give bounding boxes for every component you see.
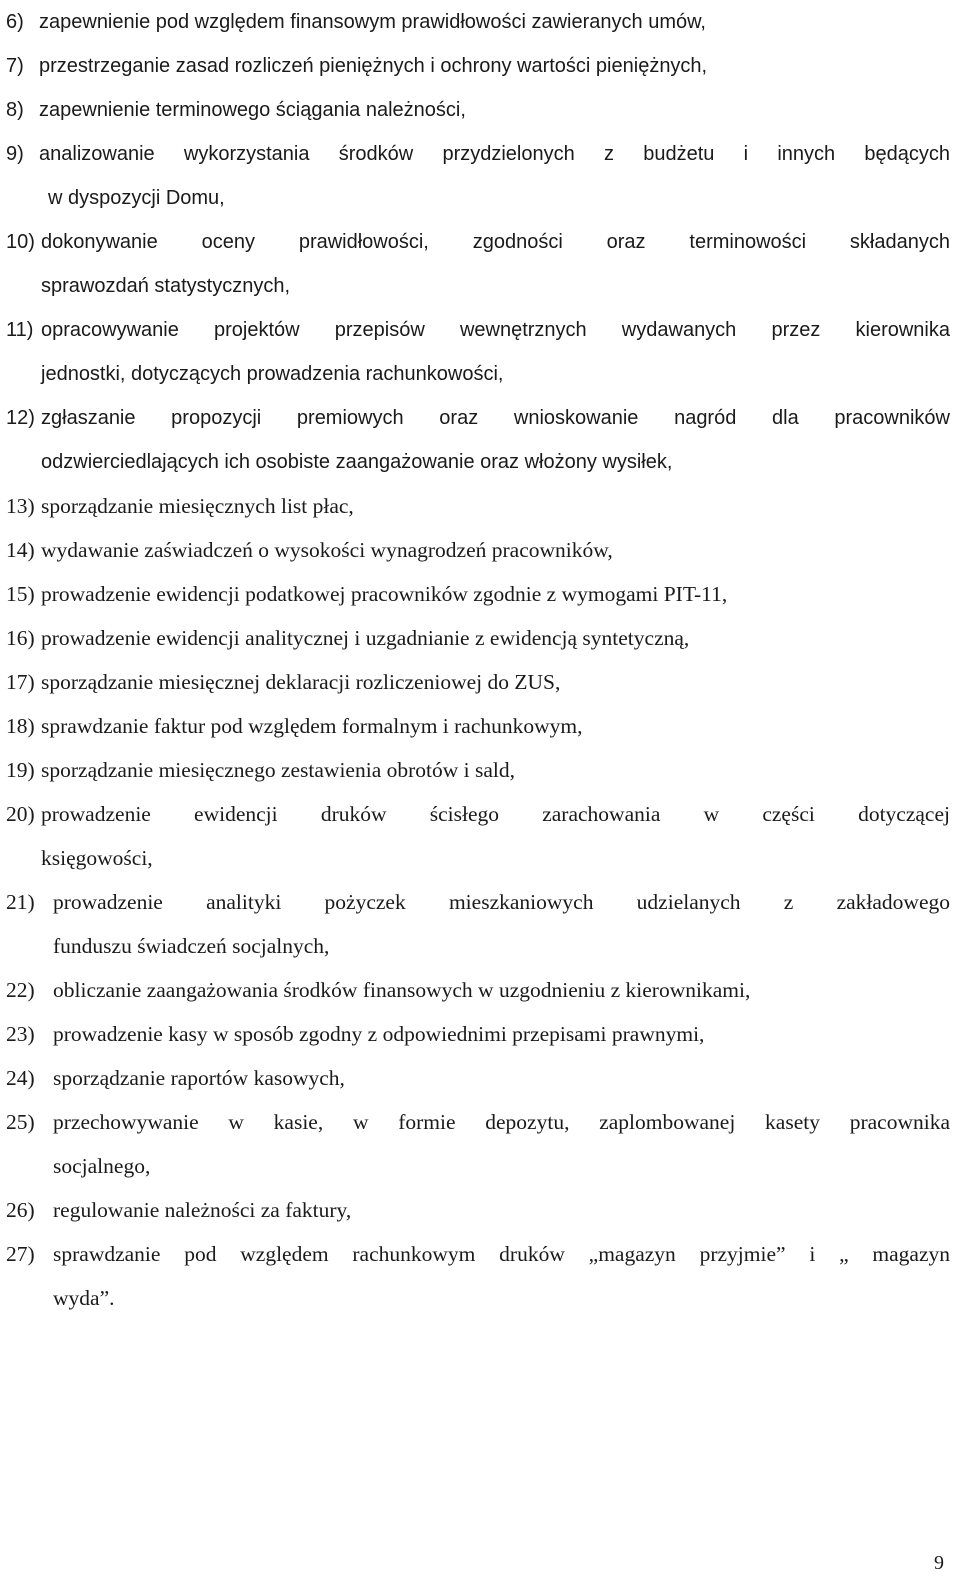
list-item xyxy=(6,528,950,572)
list-item-number: 7) xyxy=(6,55,24,77)
list-item xyxy=(6,132,950,220)
list-item-line: funduszu świadczeń socjalnych, xyxy=(53,934,330,958)
list-item-text xyxy=(51,968,950,1012)
list-item-line: prowadzenie analityki pożyczek mieszkaniowych udzielanych z zakładowego xyxy=(53,890,950,914)
list-item-number: 11) xyxy=(6,319,34,341)
list-item-text xyxy=(51,1012,950,1056)
list-item-line: obliczanie zaangażowania środków finansowych w uzgodnieniu z kierownikami, xyxy=(53,978,751,1002)
list-item-number: 9) xyxy=(6,143,24,165)
list-item-text xyxy=(41,396,950,484)
list-item-text xyxy=(39,44,950,88)
list-item-line: odzwierciedlających ich osobiste zaangażowanie oraz włożony wysiłek, xyxy=(41,451,673,473)
list-item-line: sporządzanie raportów kasowych, xyxy=(53,1066,345,1090)
list-item xyxy=(6,484,950,528)
list-item-text xyxy=(51,1232,950,1320)
list-item xyxy=(6,572,950,616)
list-item xyxy=(6,396,950,484)
list-item-line: regulowanie należności za faktury, xyxy=(53,1198,352,1222)
list-item xyxy=(6,1012,950,1056)
list-item-text xyxy=(41,792,950,880)
page-number: 9 xyxy=(934,1552,944,1574)
list-item-text xyxy=(41,572,950,616)
list-item-number: 16) xyxy=(6,626,35,650)
list-item-text xyxy=(39,132,950,220)
list-item xyxy=(6,660,950,704)
list-item-text xyxy=(41,220,950,308)
list-item-line: wydawanie zaświadczeń o wysokości wynagrodzeń pracowników, xyxy=(41,538,613,562)
list-item-line: sporządzanie miesięcznej deklaracji rozliczeniowej do ZUS, xyxy=(41,670,561,694)
list-item xyxy=(6,704,950,748)
list-item-number: 17) xyxy=(6,670,35,694)
list-item-line: w dyspozycji Domu, xyxy=(48,187,225,209)
list-item-line: sprawdzanie faktur pod względem formalnym i rachunkowym, xyxy=(41,714,583,738)
list-item-number: 15) xyxy=(6,582,35,606)
list-item-text xyxy=(51,1188,950,1232)
list-item-number: 23) xyxy=(6,1022,35,1046)
list-item-number: 27) xyxy=(6,1242,35,1266)
list-item xyxy=(6,44,950,88)
list-item-number: 24) xyxy=(6,1066,35,1090)
list-item xyxy=(6,968,950,1012)
list-item xyxy=(6,1232,950,1320)
list-item-text xyxy=(39,0,950,44)
list-item-line: jednostki, dotyczących prowadzenia rachunkowości, xyxy=(41,363,504,385)
list-item xyxy=(6,616,950,660)
list-item-line: księgowości, xyxy=(41,846,153,870)
list-item-number: 26) xyxy=(6,1198,35,1222)
list-item-line: opracowywanie projektów przepisów wewnętrznych wydawanych przez kierownika xyxy=(41,319,950,341)
list-item-line: zapewnienie terminowego ściągania należności, xyxy=(39,99,466,121)
list-item xyxy=(6,0,950,44)
list-item-line: prowadzenie ewidencji analitycznej i uzgadnianie z ewidencją syntetyczną, xyxy=(41,626,690,650)
list-item-text xyxy=(39,88,950,132)
list-item-number: 10) xyxy=(6,231,35,253)
list-item-line: prowadzenie kasy w sposób zgodny z odpowiednimi przepisami prawnymi, xyxy=(53,1022,705,1046)
list-item-number: 18) xyxy=(6,714,35,738)
list-item-line: sprawdzanie pod względem rachunkowym druków „magazyn przyjmie” i „ magazyn xyxy=(53,1242,950,1266)
list-item-text xyxy=(41,660,950,704)
list-item-text xyxy=(51,1056,950,1100)
list-item-line: wyda”. xyxy=(53,1286,115,1310)
list-item-number: 22) xyxy=(6,978,35,1002)
list-item-line: sprawozdań statystycznych, xyxy=(41,275,290,297)
list-item xyxy=(6,1056,950,1100)
list-item xyxy=(6,88,950,132)
list-item-number: 25) xyxy=(6,1110,35,1134)
list-item-line: przechowywanie w kasie, w formie depozytu, zaplombowanej kasety pracownika xyxy=(53,1110,950,1134)
list-item-line: sporządzanie miesięcznych list płac, xyxy=(41,494,354,518)
list-item-number: 13) xyxy=(6,494,35,518)
duties-list xyxy=(6,0,950,1320)
list-item-text xyxy=(51,880,950,968)
list-item-text xyxy=(51,1100,950,1188)
list-item-text xyxy=(41,748,950,792)
list-item xyxy=(6,880,950,968)
list-item xyxy=(6,748,950,792)
list-item-line: analizowanie wykorzystania środków przydzielonych z budżetu i innych będących xyxy=(39,143,950,165)
list-item-text xyxy=(41,616,950,660)
list-item-text xyxy=(41,528,950,572)
list-item xyxy=(6,792,950,880)
list-item-line: sporządzanie miesięcznego zestawienia obrotów i sald, xyxy=(41,758,516,782)
list-item xyxy=(6,1100,950,1188)
list-item-number: 12) xyxy=(6,407,35,429)
list-item xyxy=(6,308,950,396)
list-item-number: 20) xyxy=(6,802,35,826)
list-item xyxy=(6,1188,950,1232)
list-item-line: przestrzeganie zasad rozliczeń pieniężnych i ochrony wartości pieniężnych, xyxy=(39,55,708,77)
list-item-number: 6) xyxy=(6,11,24,33)
list-item-text xyxy=(41,308,950,396)
list-item-text xyxy=(41,484,950,528)
list-item-text xyxy=(41,704,950,748)
list-item-line: zgłaszanie propozycji premiowych oraz wnioskowanie nagród dla pracowników xyxy=(41,407,950,429)
list-item xyxy=(6,220,950,308)
list-item-line: zapewnienie pod względem finansowym prawidłowości zawieranych umów, xyxy=(39,11,706,33)
list-item-number: 19) xyxy=(6,758,35,782)
list-item-line: prowadzenie ewidencji druków ścisłego zarachowania w części dotyczącej xyxy=(41,802,950,826)
list-item-line: dokonywanie oceny prawidłowości, zgodności oraz terminowości składanych xyxy=(41,231,950,253)
list-item-number: 8) xyxy=(6,99,24,121)
list-item-line: socjalnego, xyxy=(53,1154,151,1178)
list-item-number: 21) xyxy=(6,890,35,914)
list-item-number: 14) xyxy=(6,538,35,562)
list-item-line: prowadzenie ewidencji podatkowej pracowników zgodnie z wymogami PIT-11, xyxy=(41,582,728,606)
